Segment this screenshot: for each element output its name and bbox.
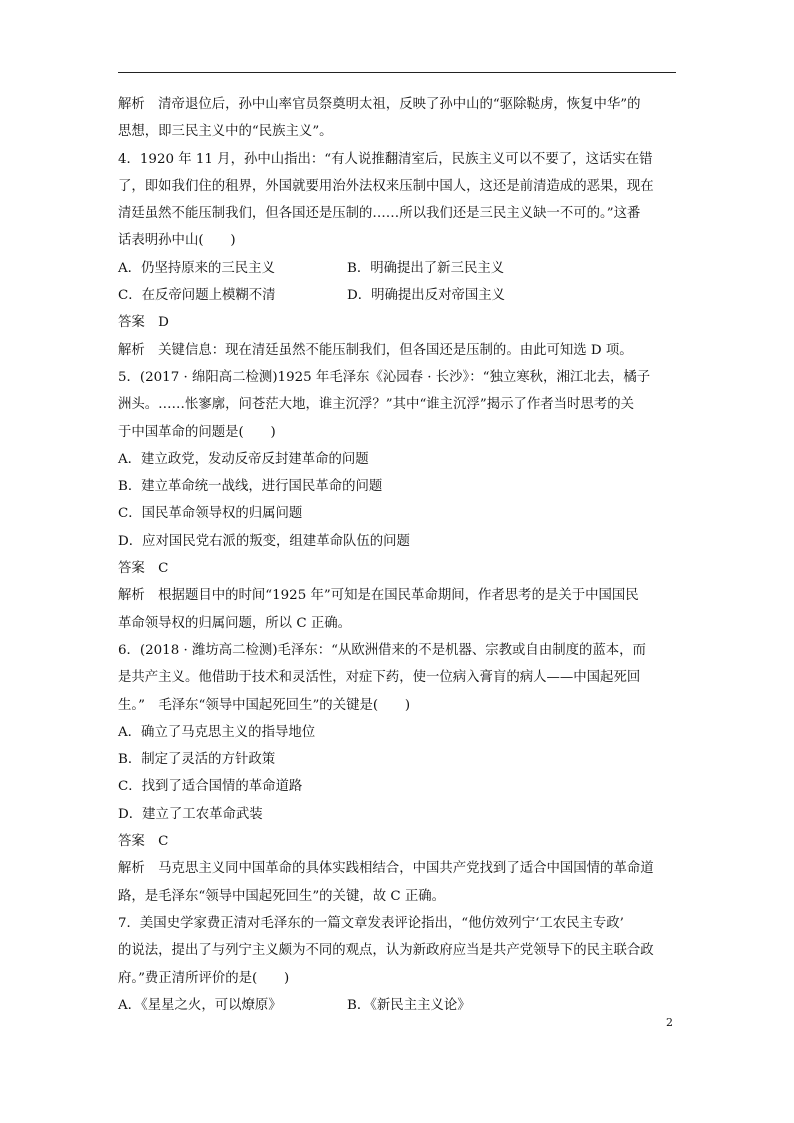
explanation-line: 解析 根据题目中的时间“1925 年”可知是在国民革命期间，作者思考的是关于中国国民 bbox=[118, 588, 639, 604]
option-b: B．制定了灵活的方针政策 bbox=[118, 752, 276, 768]
text-line: 洲头。……怅寥廓，问苍茫大地，谁主沉浮？”其中“谁主沉浮”揭示了作者当时思考的关 bbox=[118, 397, 634, 413]
option-a: A．确立了马克思主义的指导地位 bbox=[118, 724, 316, 740]
text-line: 话表明孙中山( ) bbox=[118, 233, 236, 249]
explanation-line: 解析 马克思主义同中国革命的具体实践相结合，中国共产党找到了适合中国国情的革命道 bbox=[118, 861, 654, 877]
option-c: C．国民革命领导权的归属问题 bbox=[118, 506, 303, 522]
explanation-line: 解析 关键信息：现在清廷虽然不能压制我们，但各国还是压制的。由此可知选 D 项。 bbox=[118, 342, 633, 358]
text-line: 了，即如我们住的租界，外国就要用治外法权来压制中国人，这还是前清造成的恶果，现在 bbox=[118, 178, 654, 194]
options-row bbox=[118, 282, 676, 309]
option-c: C．在反帝问题上模糊不清 bbox=[118, 288, 276, 304]
options-row bbox=[118, 992, 676, 1019]
option-b: B．《新民主主义论》 bbox=[347, 997, 471, 1013]
text-line: 府。”费正清所评价的是( ) bbox=[118, 970, 290, 986]
header-rule bbox=[118, 72, 676, 73]
text-line: 解析 清帝退位后，孙中山率官员祭奠明太祖，反映了孙中山的“驱除鞑虏，恢复中华”的 bbox=[118, 97, 641, 112]
answer-line: 答案 C bbox=[118, 561, 169, 577]
option-b: B．建立革命统一战线，进行国民革命的问题 bbox=[118, 479, 383, 495]
page-number: 2 bbox=[666, 1016, 673, 1029]
text-line: 思想，即三民主义中的“民族主义”。 bbox=[118, 124, 333, 140]
option-a: A．《星星之火，可以燎原》 bbox=[118, 997, 282, 1013]
option-d: D．建立了工农革命武装 bbox=[118, 806, 263, 822]
text-line: 路，是毛泽东“领导中国起死回生”的关键，故 C 正确。 bbox=[118, 888, 446, 904]
document-body bbox=[118, 91, 676, 1019]
text-line: 清廷虽然不能压制我们，但各国还是压制的……所以我们还是三民主义缺一不可的。”这番 bbox=[118, 206, 641, 222]
question-5-stem: 5．(2017 · 绵阳高二检测)1925 年毛泽东《沁园春 · 长沙》：“独立寒秋，湘江北去，橘子 bbox=[118, 369, 651, 385]
option-d: D．应对国民党右派的叛变，组建革命队伍的问题 bbox=[118, 533, 410, 549]
option-a: A．建立政党，发动反帝反封建革命的问题 bbox=[118, 451, 369, 467]
option-a: A．仍坚持原来的三民主义 bbox=[118, 260, 275, 276]
text-line: 生。” 毛泽东“领导中国起死回生”的关键是( ) bbox=[118, 697, 411, 713]
text-line: 的说法，提出了与列宁主义颇为不同的观点，认为新政府应当是共产党领导下的民主联合政 bbox=[118, 943, 654, 959]
answer-line: 答案 C bbox=[118, 834, 169, 850]
question-6-stem: 6．(2018 · 潍坊高二检测)毛泽东：“从欧洲借来的不是机器、宗教或自由制度的蓝本，而 bbox=[118, 642, 646, 658]
text-line: 是共产主义。他借助于技术和灵活性，对症下药，使一位病入膏肓的病人——中国起死回 bbox=[118, 670, 641, 686]
option-d: D．明确提出反对帝国主义 bbox=[347, 288, 506, 304]
options-row bbox=[118, 255, 676, 282]
text-line: 革命领导权的归属问题，所以 C 正确。 bbox=[118, 615, 352, 631]
question-4-stem: 4．1920 年 11 月，孙中山指出：“有人说推翻清室后，民族主义可以不要了，这话实在错 bbox=[118, 151, 653, 167]
question-7-stem: 7．美国史学家费正清对毛泽东的一篇文章发表评论指出，“他仿效列宁‘工农民主专政’ bbox=[118, 915, 624, 931]
text-line: 于中国革命的问题是( ) bbox=[118, 424, 276, 440]
option-c: C．找到了适合国情的革命道路 bbox=[118, 779, 303, 795]
option-b: B．明确提出了新三民主义 bbox=[347, 260, 505, 276]
answer-line: 答案 D bbox=[118, 315, 169, 331]
